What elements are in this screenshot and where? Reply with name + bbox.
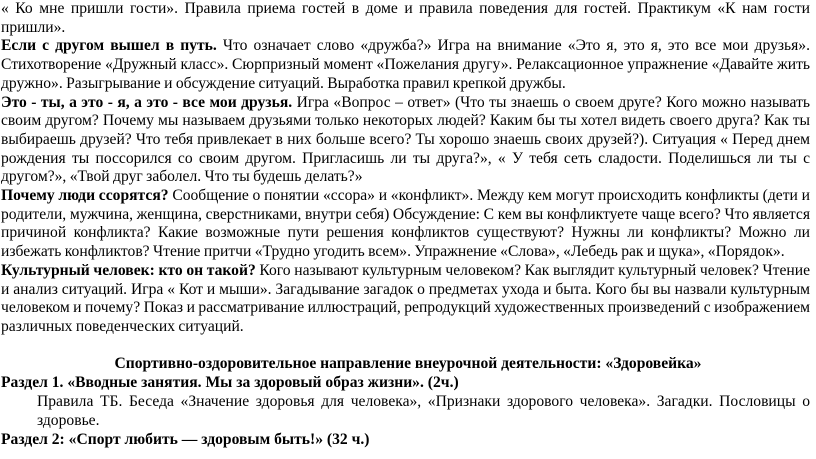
section-1-title: Раздел 1. «Вводные занятия. Мы за здоровый образ жизни». (2ч.)	[1, 373, 459, 391]
paragraph-quarrels-text: Сообщение о понятии «ссора» и «конфликт». Между кем могут происходить конфликты (дети и родители, мужчина, женщина, сверстниками, внутри себя) Обсуждение: С кем вы конфликтуете чаще всего? Что является причиной конфликта? Какие возможные пути решения конфликтов существуют? Нужны ли конфликты? Можно ли избежать конфликтов? Чтение притчи «Трудно угодить всем». Упражнение «Слова», «Лебедь рак и щука», «Порядок».	[1, 187, 810, 261]
section-2-title: Раздел 2: «Спорт любить — здоровым быть!» (32 ч.)	[1, 430, 370, 448]
paragraph-cultured-person-lead: Культурный человек: кто он такой?	[1, 261, 256, 279]
paragraph-guests-text: « Ко мне пришли гости». Правила приема гостей в доме и правила поведения для гостей. Практикум «К нам гости пришли».	[1, 0, 810, 36]
paragraph-quarrels	[0, 187, 816, 262]
paragraph-friend-journey-text: Что означает слово «дружба?» Игра на внимание «Это я, это я, это все мои друзья». Стихотворение «Дружный класс». Сюрпризный момент «Пожелания другу». Релаксационное упражнение «Давайте жить дружно». Разыгрывание и обсуждение ситуаций. Выработка правил крепкой дружбы.	[1, 37, 810, 92]
paragraph-quarrels-lead: Почему люди ссорятся?	[1, 187, 169, 205]
paragraph-friend-journey-lead: Если с другом вышел в путь.	[1, 37, 217, 55]
paragraph-guests	[0, 0, 816, 37]
paragraph-my-friends	[0, 94, 816, 188]
paragraph-cultured-person-text: Кого называют культурным человеком? Как выглядит культурный человек? Чтение и анализ ситуаций. Игра « Кот и мыши». Загадывание загадок о предметах ухода и быта. Кого бы вы назвали культурным человеком и почему? Показ и рассматривание иллюстраций, репродукций художественных произведений с изображением различных поведенческих ситуаций.	[1, 261, 810, 335]
paragraph-friend-journey	[0, 37, 816, 93]
paragraph-cultured-person	[0, 262, 816, 337]
paragraph-my-friends-text: Игра «Вопрос – ответ» (Что ты знаешь о своем друге? Кого можно называть своим другом? Почему мы называем друзьями только некоторых людей? Каким бы ты хотел видеть своего друга? Как ты выбираешь друзей? Что тебя привлекает в них больше всего? Ты хорошо знаешь своих друзей?). Ситуация « Перед днем рождения ты поссорился со своим другом. Пригласишь ли ты друга?», « У тебя сеть сладости. Поделишься ли ты с другом?», «Твой друг заболел. Что ты будешь делать?»	[1, 93, 811, 186]
section-heading: Спортивно-оздоровительное направление внеурочной деятельности: «Здоровейка»	[114, 354, 702, 372]
section-1-text: Правила ТБ. Беседа «Значение здоровья для человека», «Признаки здорового человека». Загадки. Пословицы о здоровье.	[37, 392, 810, 429]
paragraph-my-friends-lead: Это - ты, а это - я, а это - все мои друзья.	[1, 93, 293, 111]
